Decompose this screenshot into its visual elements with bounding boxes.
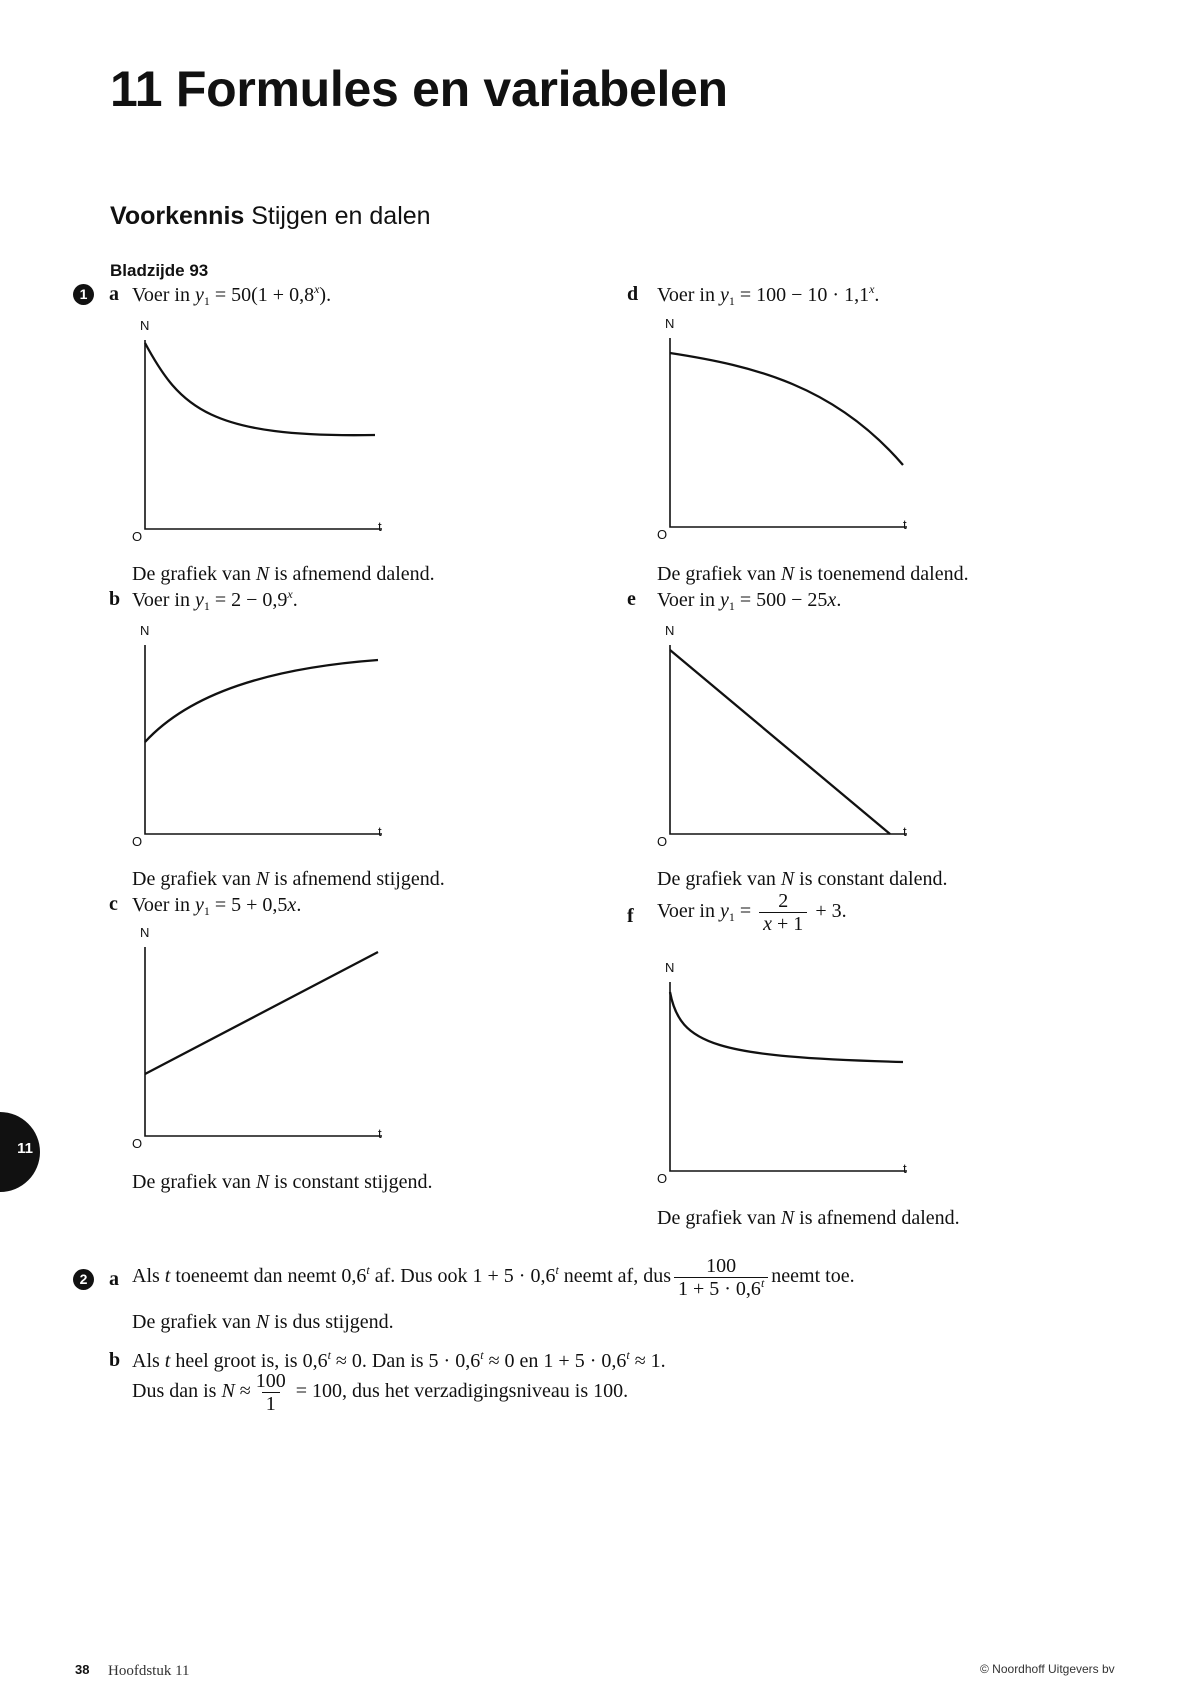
q1f-frac-den-rest: + 1	[772, 913, 804, 935]
q1d-conclusion-var: N	[780, 563, 795, 585]
q2a-line2-var: N	[255, 1311, 270, 1333]
q2b-p5: ≈ 1.	[629, 1350, 666, 1372]
q1f-expr-end: + 3.	[810, 900, 847, 923]
graph-1b-origin: O	[132, 834, 143, 849]
q1b-conclusion-post: is afnemend stijgend.	[269, 868, 445, 890]
q2b-e3: t	[626, 1348, 630, 1362]
q1b-conclusion-var: N	[255, 868, 270, 890]
footer-chapter: Hoofdstuk 11	[108, 1663, 190, 1679]
q2a-statement	[132, 1255, 855, 1300]
q1f-conclusion-var: N	[780, 1207, 795, 1229]
q2b-p3: ≈ 0. Dan is 5 · 0,6	[330, 1350, 481, 1372]
page-reference: Bladzijde 93	[110, 261, 209, 280]
q2a-e1: t	[366, 1263, 370, 1278]
graph-1f-origin: O	[657, 1171, 668, 1186]
q1e-expr: = 500 − 25	[734, 589, 828, 611]
q2b-frac-num: 100	[255, 1370, 286, 1392]
q2b-line2-var: N	[221, 1380, 235, 1403]
q1e-conclusion-var: N	[780, 868, 795, 890]
q1a-statement	[132, 283, 331, 307]
graph-1b-curve	[145, 660, 378, 742]
graph-1f-x-label: t	[903, 1161, 907, 1176]
q1b-conclusion	[132, 867, 445, 891]
q2b-line2-pre: Dus dan is	[132, 1380, 222, 1403]
graph-1c-y-label: N	[140, 925, 150, 940]
q1c-prefix: Voer in	[132, 894, 195, 916]
q2a-line2-pre: De grafiek van	[132, 1311, 256, 1333]
q1c-expr-end: .	[296, 894, 302, 916]
q1a-exp: x	[314, 282, 320, 296]
q1b-prefix: Voer in	[132, 589, 195, 611]
graph-1c	[120, 925, 400, 1151]
q2a-e2: t	[555, 1263, 559, 1278]
q1d-expr-end: .	[874, 284, 880, 306]
q1a-conclusion-post: is afnemend dalend.	[269, 563, 435, 585]
graph-1d-curve	[670, 353, 903, 465]
graph-1d-x-label: t	[903, 517, 907, 532]
q2a-p1: Als	[132, 1265, 165, 1288]
question-2-number: 2	[73, 1269, 94, 1290]
q1b-conclusion-pre: De grafiek van	[132, 868, 256, 890]
q1c-y: y	[194, 894, 204, 916]
q1e-expr-end: .	[836, 589, 842, 611]
q1a-y: y	[194, 284, 204, 306]
q2a-fraction	[674, 1255, 768, 1300]
chapter-side-tab-number: 11	[17, 1140, 33, 1157]
graph-1d-origin: O	[657, 527, 668, 542]
q1d-conclusion-post: is toenemend dalend.	[794, 563, 969, 585]
q1a-expr-end: ).	[319, 284, 332, 306]
q1b-expr-end: .	[292, 589, 298, 611]
q1f-prefix: Voer in	[657, 900, 720, 923]
q1f-conclusion	[657, 1206, 960, 1230]
q2a-frac-den	[674, 1277, 768, 1300]
q1e-statement	[657, 588, 841, 612]
q2a-p5: neemt toe.	[771, 1265, 855, 1288]
q2a-p3: af. Dus ook 1 + 5 · 0,6	[369, 1265, 556, 1288]
graph-1f-curve	[670, 992, 903, 1062]
q1f-y: y	[719, 900, 729, 923]
graph-1c-line	[145, 952, 378, 1074]
q1a-conclusion-pre: De grafiek van	[132, 563, 256, 585]
q2a-line2-post: is dus stijgend.	[269, 1311, 394, 1333]
graph-1e-y-label: N	[665, 623, 675, 638]
q1b-exp: x	[287, 587, 293, 601]
q1f-frac-num: 2	[778, 890, 789, 912]
q1d-exp: x	[869, 282, 875, 296]
q1d-statement	[657, 283, 879, 307]
graph-1f-y-label: N	[665, 960, 675, 975]
graph-1d-y-label: N	[665, 316, 675, 331]
q2b-line2-approx: ≈	[234, 1380, 251, 1403]
q1c-conclusion-pre: De grafiek van	[132, 1171, 256, 1193]
q2b-label: b	[109, 1349, 121, 1371]
q1d-conclusion	[657, 562, 969, 586]
q1c-statement	[132, 893, 301, 917]
q1d-prefix: Voer in	[657, 284, 720, 306]
q2a-p4: neemt af, dus	[558, 1265, 671, 1288]
graph-1e-origin: O	[657, 834, 668, 849]
section-heading-bold: Voorkennis	[110, 202, 245, 230]
q1d-y: y	[719, 284, 729, 306]
q1f-sub: 1	[728, 910, 735, 925]
q1c-conclusion-post: is constant stijgend.	[269, 1171, 433, 1193]
q1f-conclusion-post: is afnemend dalend.	[794, 1207, 960, 1229]
q1e-conclusion-pre: De grafiek van	[657, 868, 781, 890]
chapter-title: 11 Formules en variabelen	[110, 61, 728, 117]
q1e-prefix: Voer in	[657, 589, 720, 611]
q1d-conclusion-pre: De grafiek van	[657, 563, 781, 585]
graph-1a	[120, 318, 400, 544]
q2a-frac-num: 100	[706, 1255, 737, 1277]
q1a-expr: = 50(1 + 0,8	[209, 284, 315, 306]
graph-1a-x-label: t	[378, 519, 382, 534]
question-1-number: 1	[73, 284, 94, 305]
q1e-y: y	[719, 589, 729, 611]
q2a-t: t	[164, 1265, 171, 1288]
q1b-expr: = 2 − 0,9	[209, 589, 288, 611]
q2b-e2: t	[480, 1348, 484, 1362]
q2a-frac-den-exp: t	[760, 1276, 765, 1290]
graph-1e	[645, 623, 925, 849]
q1a-conclusion	[132, 562, 435, 586]
q1b-statement	[132, 588, 298, 612]
q1d-expr: = 100 − 10 · 1,1	[734, 284, 870, 306]
q2a-line2	[132, 1310, 394, 1334]
q1e-xvar: x	[827, 589, 837, 611]
graph-1e-x-label: t	[903, 824, 907, 839]
q1f-eq: =	[734, 900, 757, 923]
q2b-p2: heel groot is, is 0,6	[170, 1350, 328, 1372]
q1e-label: e	[627, 588, 636, 610]
q1e-sub: 1	[728, 599, 735, 613]
q1f-conclusion-pre: De grafiek van	[657, 1207, 781, 1229]
q2b-e1: t	[327, 1348, 331, 1362]
q1c-label: c	[109, 893, 118, 915]
q1d-label: d	[627, 283, 639, 305]
footer-page-number: 38	[75, 1662, 90, 1677]
q1a-prefix: Voer in	[132, 284, 195, 306]
q2a-frac-den-text: 1 + 5 · 0,6	[677, 1278, 761, 1300]
graph-1a-curve	[145, 343, 375, 435]
q1f-frac-den	[759, 912, 807, 935]
graph-1b-y-label: N	[140, 623, 150, 638]
q2b-p4: ≈ 0 en 1 + 5 · 0,6	[483, 1350, 627, 1372]
q1a-sub: 1	[203, 294, 210, 308]
q2b-line2	[132, 1370, 628, 1415]
q2a-p2: toeneemt dan neemt 0,6	[170, 1265, 367, 1288]
q1f-statement	[657, 890, 847, 935]
q2b-frac-den: 1	[262, 1392, 280, 1415]
q1c-expr: = 5 + 0,5	[209, 894, 288, 916]
graph-1e-axes	[670, 645, 907, 834]
q2a-label: a	[109, 1268, 119, 1290]
q2b-p1: Als	[132, 1350, 165, 1372]
graph-1b-x-label: t	[378, 824, 382, 839]
q2b-t: t	[164, 1350, 171, 1372]
q2b-fraction	[254, 1370, 288, 1415]
graph-1d	[645, 316, 925, 542]
graph-1c-x-label: t	[378, 1126, 382, 1141]
q1d-sub: 1	[728, 294, 735, 308]
section-heading	[110, 202, 431, 231]
graph-1e-line	[670, 650, 890, 834]
graph-1f-axes	[670, 982, 907, 1171]
graph-1c-origin: O	[132, 1136, 143, 1151]
graph-1b-axes	[145, 645, 382, 834]
graph-1a-y-label: N	[140, 318, 150, 333]
q1e-conclusion	[657, 867, 947, 891]
q1c-sub: 1	[203, 904, 210, 918]
q1a-label: a	[109, 283, 119, 305]
q1b-y: y	[194, 589, 204, 611]
q1c-conclusion	[132, 1170, 433, 1194]
q1f-frac-den-var: x	[763, 913, 773, 935]
q1c-conclusion-var: N	[255, 1171, 270, 1193]
section-heading-rest: Stijgen en dalen	[251, 202, 431, 230]
q1f-fraction	[759, 890, 807, 935]
q1e-conclusion-post: is constant dalend.	[794, 868, 948, 890]
q2b-line2-post: = 100, dus het verzadigingsniveau is 100.	[290, 1380, 629, 1403]
q1a-conclusion-var: N	[255, 563, 270, 585]
graph-1b	[120, 623, 400, 849]
q1b-sub: 1	[203, 599, 210, 613]
q1c-xvar: x	[287, 894, 297, 916]
graph-1f	[645, 960, 925, 1186]
q1f-label: f	[627, 905, 634, 927]
graph-1c-axes	[145, 947, 382, 1136]
q1b-label: b	[109, 588, 121, 610]
footer-copyright: © Noordhoff Uitgevers bv	[980, 1662, 1115, 1676]
graph-1a-origin: O	[132, 529, 143, 544]
